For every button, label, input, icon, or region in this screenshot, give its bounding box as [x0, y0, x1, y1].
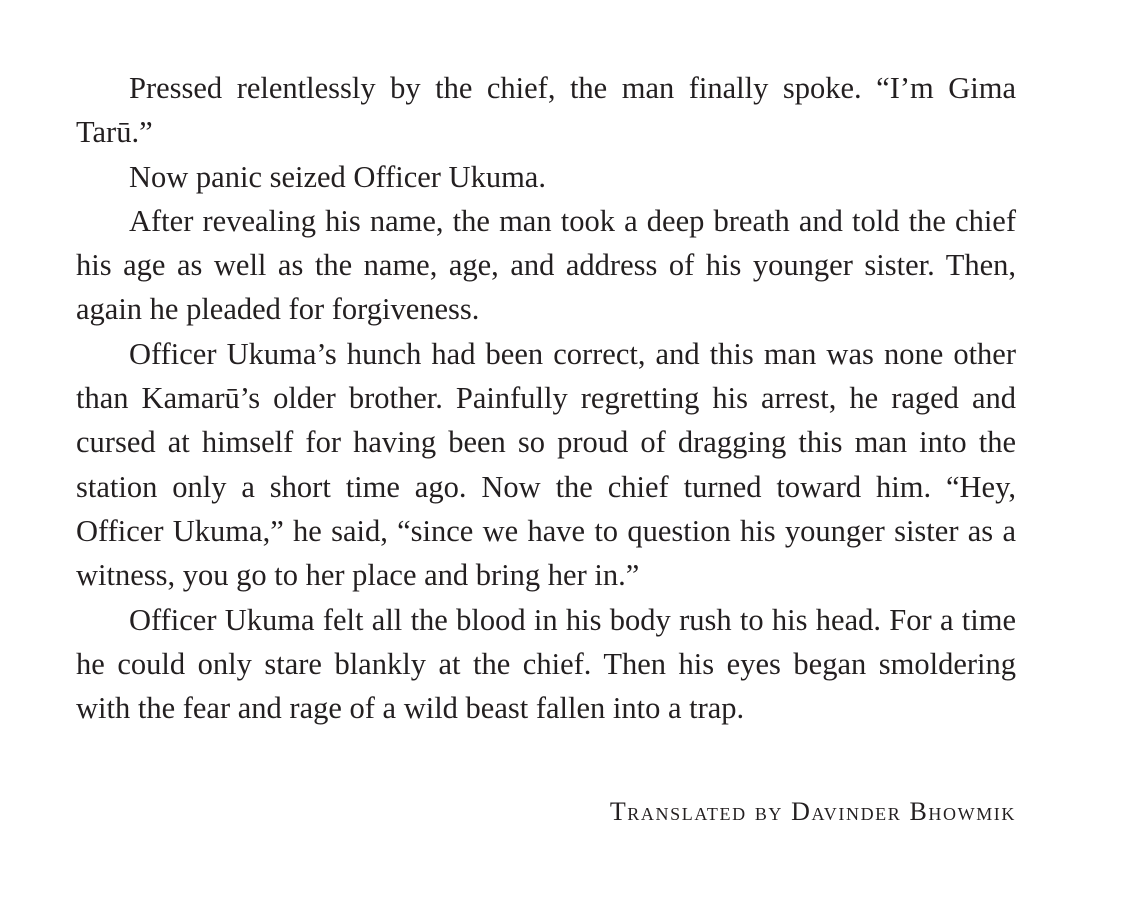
paragraph-5: Officer Ukuma felt all the blood in his body rush to his head. For a time he could only stare blankly at the chief. Then his eyes began smoldering with the fear and rage of a wild beast fallen into a trap. [76, 602, 1016, 726]
paragraph-4: Officer Ukuma’s hunch had been correct, and this man was none other than Kamarū’s older brother. Painfully regretting his arrest, he raged and cursed at himself for having been so proud of dragging this man into the station only a short time ago. Now the chief turned toward him. “Hey, Officer Ukuma,” he said, “since we have to question his younger sister as a witness, you go to her place and bring her in.” [76, 336, 1016, 593]
translator-credit: Translated by Davinder Bhowmik [609, 797, 1016, 827]
paragraph-3: After revealing his name, the man took a deep breath and told the chief his age as well as the name, age, and address of his younger sister. Then, again he pleaded for forgiveness. [76, 203, 1016, 327]
book-page [76, 66, 1016, 830]
paragraph-2: Now panic seized Officer Ukuma. [129, 159, 546, 194]
paragraph-1: Pressed relentlessly by the chief, the man finally spoke. “I’m Gima Tarū.” [76, 71, 1016, 150]
